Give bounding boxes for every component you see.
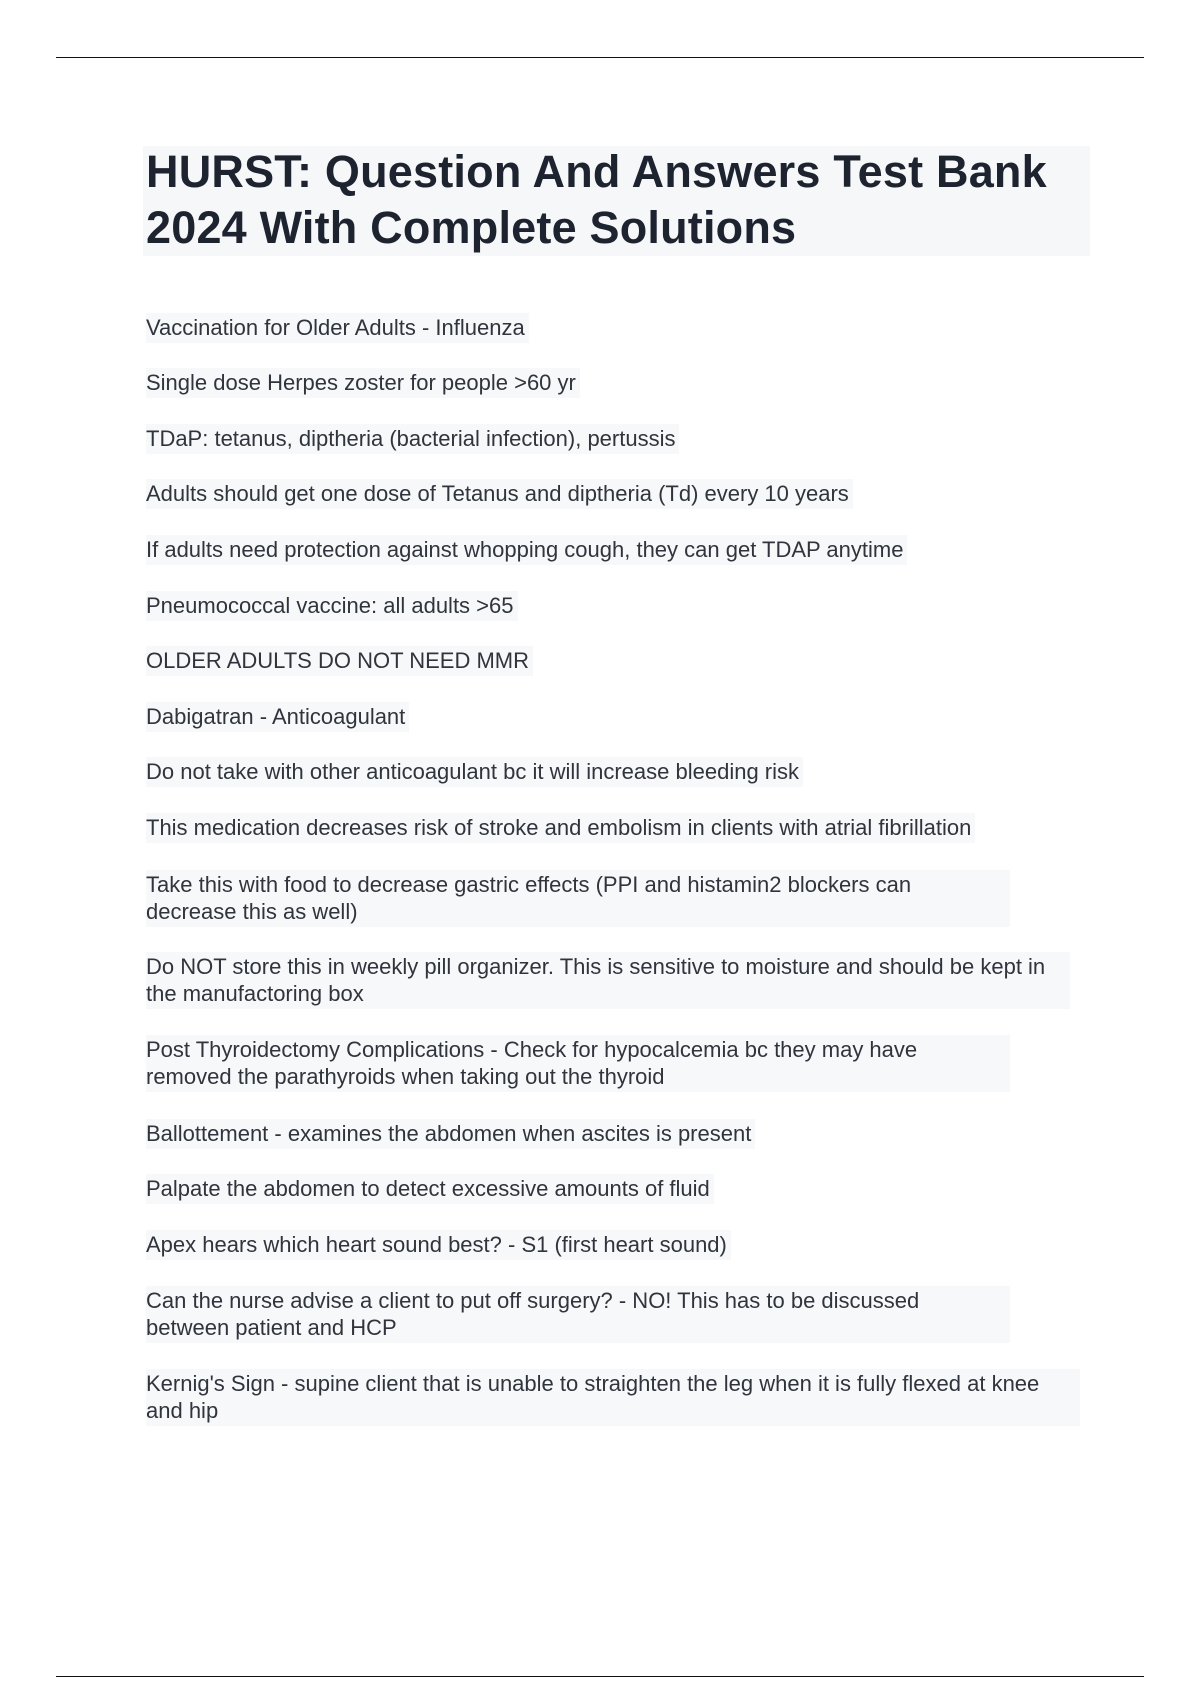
entry-herpes-zoster: Single dose Herpes zoster for people >60 yr: [146, 368, 580, 398]
entry-vaccination-influenza: Vaccination for Older Adults - Influenza: [146, 313, 529, 343]
entry-whopping-cough: If adults need protection against whopping cough, they can get TDAP anytime: [146, 535, 907, 565]
entry-put-off-surgery: Can the nurse advise a client to put off surgery? - NO! This has to be discussed between patient and HCP: [146, 1286, 1010, 1343]
entry-tdap: TDaP: tetanus, diptheria (bacterial infection), pertussis: [146, 424, 679, 454]
document-title: HURST: Question And Answers Test Bank 2024 With Complete Solutions: [146, 146, 1047, 253]
bottom-rule: [56, 1676, 1144, 1677]
top-rule: [56, 57, 1144, 58]
entry-palpate-abdomen: Palpate the abdomen to detect excessive amounts of fluid: [146, 1174, 714, 1204]
entry-bleeding-risk: Do not take with other anticoagulant bc it will increase bleeding risk: [146, 757, 803, 787]
entry-apex-heart-sound: Apex hears which heart sound best? - S1 (first heart sound): [146, 1230, 731, 1260]
entry-pneumococcal: Pneumococcal vaccine: all adults >65: [146, 591, 518, 621]
entry-no-mmr: OLDER ADULTS DO NOT NEED MMR: [146, 646, 533, 676]
entry-stroke-embolism: This medication decreases risk of stroke and embolism in clients with atrial fibrillation: [146, 813, 975, 843]
entry-td-every-10-years: Adults should get one dose of Tetanus and diptheria (Td) every 10 years: [146, 479, 853, 509]
entry-take-with-food: Take this with food to decrease gastric effects (PPI and histamin2 blockers can decrease this as well): [146, 870, 1010, 927]
entry-ballottement: Ballottement - examines the abdomen when ascites is present: [146, 1119, 755, 1149]
entry-post-thyroidectomy: Post Thyroidectomy Complications - Check for hypocalcemia bc they may have removed the parathyroids when taking out the thyroid: [146, 1035, 1010, 1092]
entry-pill-organizer: Do NOT store this in weekly pill organizer. This is sensitive to moisture and should be kept in the manufactoring box: [146, 952, 1070, 1009]
entry-kernigs-sign: Kernig's Sign - supine client that is unable to straighten the leg when it is fully flexed at knee and hip: [146, 1369, 1080, 1426]
entry-dabigatran: Dabigatran - Anticoagulant: [146, 702, 409, 732]
